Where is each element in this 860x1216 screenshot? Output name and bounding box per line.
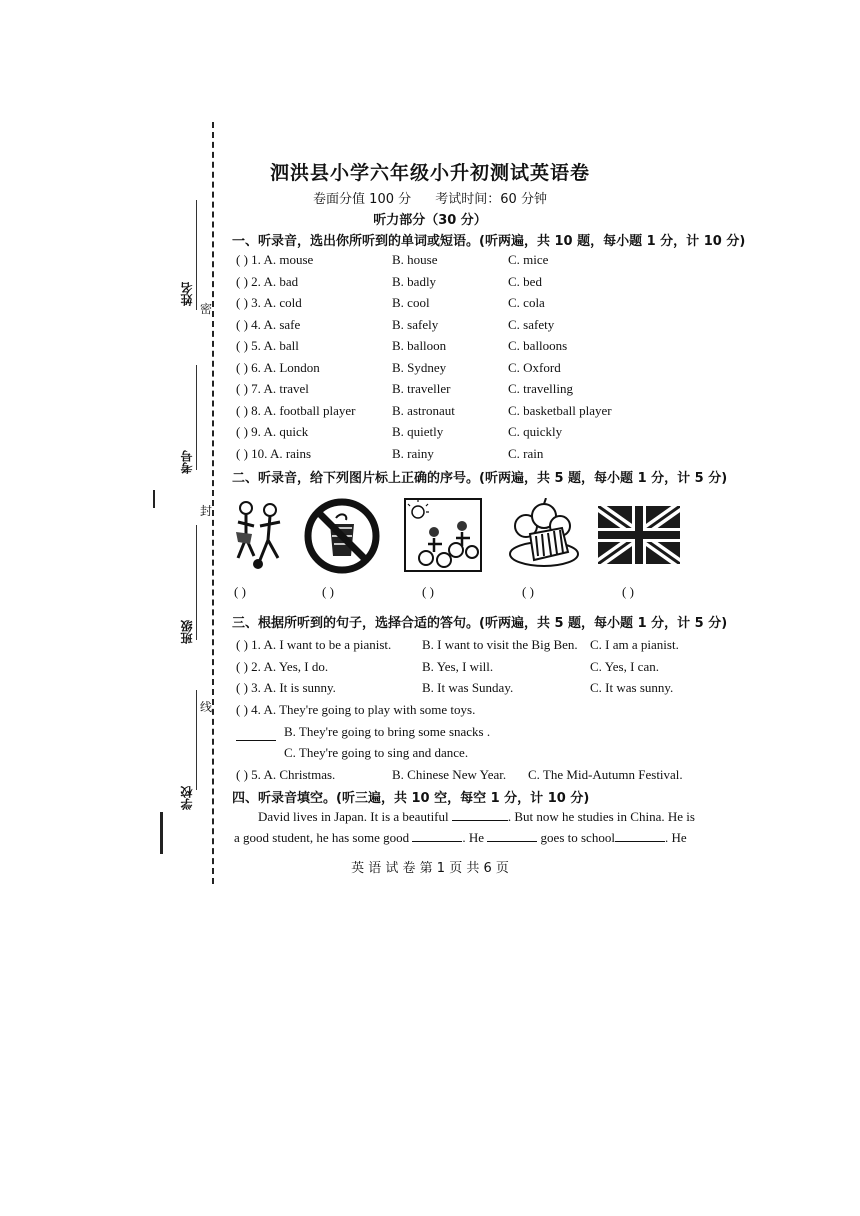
answer-paren: ( ) (522, 584, 534, 599)
section4-heading: 四、听录音填空。(听三遍，共 10 空，每空 1 分，计 10 分) (232, 791, 590, 806)
exam-info (0, 188, 860, 207)
scan-mark (160, 812, 163, 854)
page-title: 泗洪县小学六年级小升初测试英语卷 (269, 162, 590, 184)
school-label: 学校 (180, 786, 194, 810)
class-label: 班级 (180, 620, 194, 644)
kids-cycling-icon (404, 498, 482, 577)
seal-char-mi: 密 (200, 302, 213, 316)
time-text: 考试时间：60 分钟 (435, 192, 547, 207)
fill-blank[interactable] (412, 829, 462, 842)
name-label: 姓名 (180, 282, 194, 306)
fill-blank[interactable] (487, 829, 537, 842)
class-underline (196, 525, 197, 640)
page-footer: 英 语 试 卷 第 1 页 共 6 页 (351, 861, 509, 876)
section1-heading: 一、听录音，选出你所听到的单词或短语。(听两遍，共 10 题，每小题 1 分，计 10 分) (232, 234, 746, 249)
section2-heading: 二、听录音，给下列图片标上正确的序号。(听两遍，共 5 题，每小题 1 分，计 5 分) (232, 471, 728, 486)
answer-paren: ( ) (422, 584, 434, 599)
fill-blank[interactable] (452, 808, 508, 821)
school-underline (196, 690, 197, 790)
section3-heading: 三、根据所听到的句子，选择合适的答句。(听两遍，共 5 题，每小题 1 分，计 5 分) (232, 616, 728, 631)
fill-blank[interactable] (615, 829, 665, 842)
exam-no-underline (196, 365, 197, 470)
blank-line (236, 740, 276, 741)
scan-mark (153, 490, 155, 508)
answer-paren: ( ) (322, 584, 334, 599)
seal-char-xian: 线 (200, 700, 213, 714)
cloze-paragraph: David lives in Japan. It is a beautiful . But now he studies in China. He is a good student, he has some good . He goes to school . He (234, 809, 695, 845)
answer-paren: ( ) (622, 584, 634, 599)
seal-dashed-line (212, 122, 214, 884)
union-jack-flag-icon (598, 506, 680, 569)
part-heading: 听力部分（30 分） (373, 213, 487, 228)
no-littering-sign-icon (302, 498, 382, 579)
seal-char-feng: 封 (200, 504, 213, 518)
cake-fruit-icon (504, 498, 582, 575)
score-text: 卷面分值 100 分 (313, 192, 412, 207)
exam-no-label: 考号 (180, 450, 194, 474)
answer-paren: ( ) (234, 584, 246, 599)
children-playing-icon (232, 498, 288, 575)
